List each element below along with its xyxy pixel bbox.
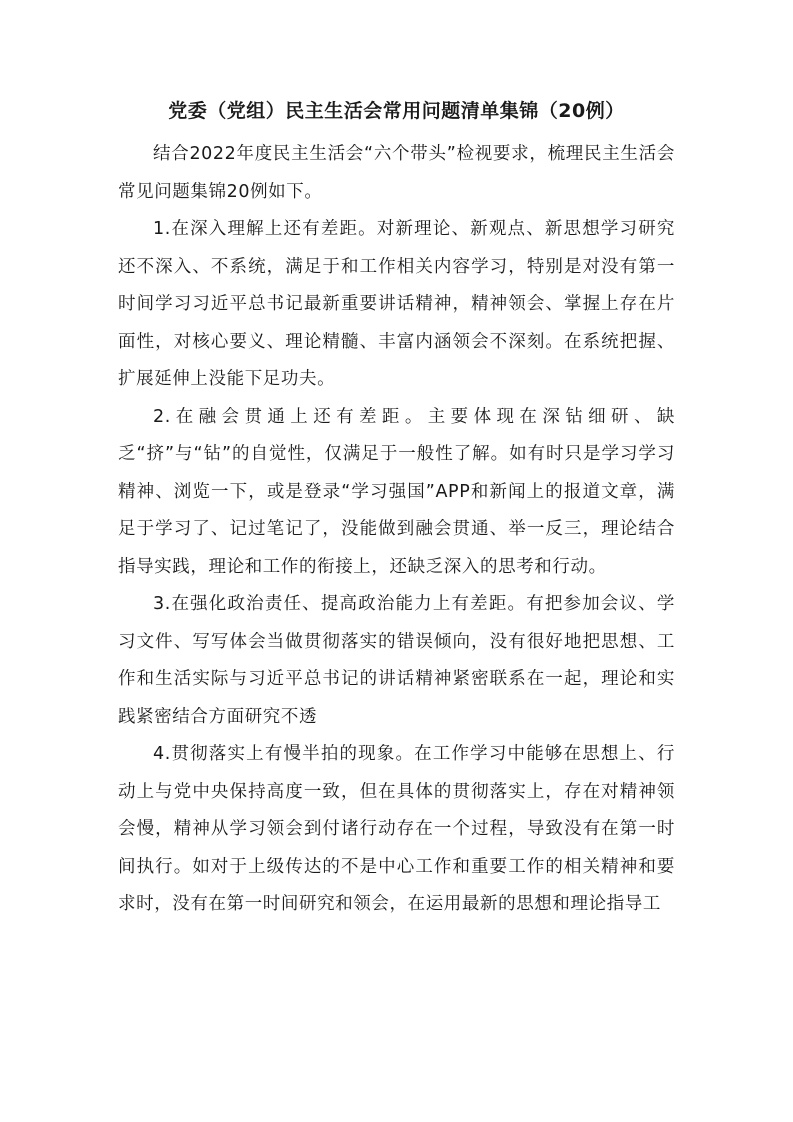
intro-paragraph: 结合2022年度民主生活会“六个带头”检视要求，梳理民主生活会常见问题集锦20例如下。 — [118, 144, 675, 202]
issue-paragraph-3: 3.在强化政治责任、提高政治能力上有差距。有把参加会议、学习文件、写写体会当做贯彻落实的错误倾向，没有很好地把思想、工作和生活实际与习近平总书记的讲话精神紧密联系在一起，理论和实践紧密结合方面研究不透 — [118, 594, 675, 727]
issue-paragraph-2: 2.在融会贯通上还有差距。主要体现在深钻细研、缺乏“挤”与“钻”的自觉性，仅满足于一般性了解。如有时只是学习学习精神、浏览一下，或是登录“学习强国”APP和新闻上的报道文章，满足于学习了、记过笔记了，没能做到融会贯通、举一反三，理论结合指导实践，理论和工作的衔接上，还缺乏深入的思考和行动。 — [118, 406, 675, 577]
issue-paragraph-4: 4.贯彻落实上有慢半拍的现象。在工作学习中能够在思想上、行动上与党中央保持高度一致，但在具体的贯彻落实上，存在对精神领会慢，精神从学习领会到付诸行动存在一个过程，导致没有在第一时间执行。如对于上级传达的不是中心工作和重要工作的相关精神和要求时，没有在第一时间研究和领会，在运用最新的思想和理论指导工 — [118, 744, 675, 914]
document-title: 党委（党组）民主生活会常用问题清单集锦（20例） — [168, 100, 625, 122]
issue-paragraph-1: 1.在深入理解上还有差距。对新理论、新观点、新思想学习研究还不深入、不系统，满足于和工作相关内容学习，特别是对没有第一时间学习习近平总书记最新重要讲话精神，精神领会、掌握上存在片面性，对核心要义、理论精髓、丰富内涵领会不深刻。在系统把握、扩展延伸上没能下足功夫。 — [118, 219, 675, 389]
